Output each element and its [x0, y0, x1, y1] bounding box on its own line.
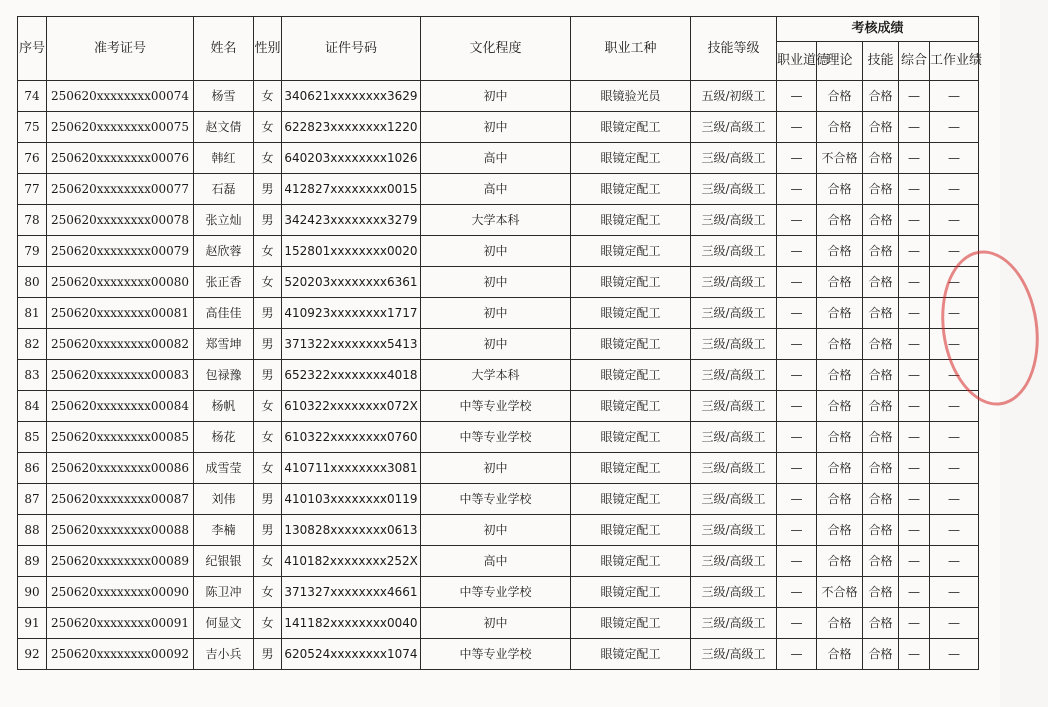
- cell-skill: 合格: [863, 112, 899, 143]
- cell-gender: 女: [254, 267, 282, 298]
- header-skill: 技能: [863, 42, 899, 81]
- cell-exam-id: 250620xxxxxxxx00091: [47, 608, 194, 639]
- cell-education: 初中: [421, 267, 571, 298]
- cell-work-performance: —: [930, 143, 979, 174]
- cell-skill-level: 三级/高级工: [691, 608, 777, 639]
- cell-id-number: 410711xxxxxxxx3081: [282, 453, 421, 484]
- cell-id-number: 610322xxxxxxxx0760: [282, 422, 421, 453]
- cell-id-number: 371327xxxxxxxx4661: [282, 577, 421, 608]
- cell-seq: 78: [18, 205, 47, 236]
- cell-skill-level: 三级/高级工: [691, 639, 777, 670]
- cell-id-number: 652322xxxxxxxx4018: [282, 360, 421, 391]
- cell-occupation: 眼镜验光员: [571, 81, 691, 112]
- cell-exam-id: 250620xxxxxxxx00090: [47, 577, 194, 608]
- cell-education: 初中: [421, 329, 571, 360]
- cell-occupation: 眼镜定配工: [571, 112, 691, 143]
- cell-skill: 合格: [863, 608, 899, 639]
- table-row: [18, 174, 979, 205]
- cell-ethics: —: [777, 608, 817, 639]
- cell-comprehensive: —: [899, 515, 930, 546]
- cell-occupation: 眼镜定配工: [571, 484, 691, 515]
- cell-comprehensive: —: [899, 608, 930, 639]
- cell-education: 大学本科: [421, 360, 571, 391]
- cell-work-performance: —: [930, 174, 979, 205]
- cell-comprehensive: —: [899, 422, 930, 453]
- header-work-performance: 工作业绩: [930, 42, 979, 81]
- cell-skill-level: 五级/初级工: [691, 81, 777, 112]
- cell-skill: 合格: [863, 236, 899, 267]
- cell-exam-id: 250620xxxxxxxx00085: [47, 422, 194, 453]
- cell-theory: 合格: [817, 422, 863, 453]
- cell-education: 高中: [421, 546, 571, 577]
- cell-education: 初中: [421, 236, 571, 267]
- cell-seq: 84: [18, 391, 47, 422]
- cell-occupation: 眼镜定配工: [571, 608, 691, 639]
- header-exam-id: 准考证号: [47, 17, 194, 81]
- cell-comprehensive: —: [899, 484, 930, 515]
- cell-skill-level: 三级/高级工: [691, 360, 777, 391]
- cell-seq: 81: [18, 298, 47, 329]
- cell-seq: 89: [18, 546, 47, 577]
- cell-comprehensive: —: [899, 391, 930, 422]
- cell-education: 中等专业学校: [421, 484, 571, 515]
- cell-skill-level: 三级/高级工: [691, 422, 777, 453]
- table-row: [18, 143, 979, 174]
- header-occupation: 职业工种: [571, 17, 691, 81]
- cell-work-performance: —: [930, 422, 979, 453]
- cell-skill: 合格: [863, 515, 899, 546]
- cell-occupation: 眼镜定配工: [571, 298, 691, 329]
- cell-theory: 合格: [817, 639, 863, 670]
- cell-occupation: 眼镜定配工: [571, 577, 691, 608]
- cell-id-number: 141182xxxxxxxx0040: [282, 608, 421, 639]
- cell-comprehensive: —: [899, 236, 930, 267]
- cell-id-number: 342423xxxxxxxx3279: [282, 205, 421, 236]
- cell-work-performance: —: [930, 298, 979, 329]
- cell-comprehensive: —: [899, 143, 930, 174]
- cell-comprehensive: —: [899, 453, 930, 484]
- cell-ethics: —: [777, 329, 817, 360]
- cell-id-number: 340621xxxxxxxx3629: [282, 81, 421, 112]
- cell-theory: 合格: [817, 236, 863, 267]
- cell-name: 杨雪: [194, 81, 254, 112]
- cell-ethics: —: [777, 515, 817, 546]
- cell-ethics: —: [777, 174, 817, 205]
- cell-skill-level: 三级/高级工: [691, 205, 777, 236]
- cell-seq: 83: [18, 360, 47, 391]
- cell-id-number: 610322xxxxxxxx072X: [282, 391, 421, 422]
- cell-id-number: 152801xxxxxxxx0020: [282, 236, 421, 267]
- cell-skill: 合格: [863, 329, 899, 360]
- cell-exam-id: 250620xxxxxxxx00082: [47, 329, 194, 360]
- cell-education: 大学本科: [421, 205, 571, 236]
- cell-name: 陈卫冲: [194, 577, 254, 608]
- header-comprehensive: 综合: [899, 42, 930, 81]
- cell-exam-id: 250620xxxxxxxx00074: [47, 81, 194, 112]
- cell-seq: 86: [18, 453, 47, 484]
- cell-name: 成雪莹: [194, 453, 254, 484]
- cell-theory: 合格: [817, 515, 863, 546]
- cell-name: 石磊: [194, 174, 254, 205]
- table-row: [18, 546, 979, 577]
- cell-occupation: 眼镜定配工: [571, 639, 691, 670]
- cell-education: 高中: [421, 143, 571, 174]
- cell-gender: 男: [254, 515, 282, 546]
- cell-ethics: —: [777, 577, 817, 608]
- cell-ethics: —: [777, 546, 817, 577]
- header-gender: 性别: [254, 17, 282, 81]
- cell-occupation: 眼镜定配工: [571, 422, 691, 453]
- cell-education: 中等专业学校: [421, 422, 571, 453]
- cell-education: 初中: [421, 81, 571, 112]
- table-row: [18, 608, 979, 639]
- cell-skill: 合格: [863, 639, 899, 670]
- cell-ethics: —: [777, 639, 817, 670]
- header-theory: 理论: [817, 42, 863, 81]
- cell-name: 郑雪坤: [194, 329, 254, 360]
- cell-id-number: 410923xxxxxxxx1717: [282, 298, 421, 329]
- table-row: [18, 205, 979, 236]
- cell-seq: 87: [18, 484, 47, 515]
- table-row: [18, 298, 979, 329]
- cell-occupation: 眼镜定配工: [571, 546, 691, 577]
- cell-skill: 合格: [863, 205, 899, 236]
- cell-name: 李楠: [194, 515, 254, 546]
- table-row: [18, 329, 979, 360]
- cell-skill: 合格: [863, 453, 899, 484]
- cell-name: 吉小兵: [194, 639, 254, 670]
- cell-skill: 合格: [863, 546, 899, 577]
- cell-exam-id: 250620xxxxxxxx00076: [47, 143, 194, 174]
- cell-education: 初中: [421, 515, 571, 546]
- cell-name: 杨花: [194, 422, 254, 453]
- cell-theory: 合格: [817, 360, 863, 391]
- cell-skill-level: 三级/高级工: [691, 515, 777, 546]
- cell-occupation: 眼镜定配工: [571, 143, 691, 174]
- cell-work-performance: —: [930, 267, 979, 298]
- cell-comprehensive: —: [899, 174, 930, 205]
- cell-exam-id: 250620xxxxxxxx00075: [47, 112, 194, 143]
- cell-comprehensive: —: [899, 81, 930, 112]
- cell-exam-id: 250620xxxxxxxx00089: [47, 546, 194, 577]
- cell-id-number: 622823xxxxxxxx1220: [282, 112, 421, 143]
- cell-gender: 女: [254, 608, 282, 639]
- cell-seq: 80: [18, 267, 47, 298]
- cell-theory: 合格: [817, 453, 863, 484]
- cell-theory: 合格: [817, 298, 863, 329]
- cell-work-performance: —: [930, 639, 979, 670]
- cell-ethics: —: [777, 236, 817, 267]
- cell-gender: 女: [254, 453, 282, 484]
- cell-seq: 76: [18, 143, 47, 174]
- cell-gender: 女: [254, 546, 282, 577]
- cell-theory: 不合格: [817, 143, 863, 174]
- cell-id-number: 410182xxxxxxxx252X: [282, 546, 421, 577]
- cell-name: 韩红: [194, 143, 254, 174]
- cell-skill-level: 三级/高级工: [691, 174, 777, 205]
- table-row: [18, 112, 979, 143]
- cell-theory: 合格: [817, 329, 863, 360]
- cell-work-performance: —: [930, 577, 979, 608]
- cell-name: 何显文: [194, 608, 254, 639]
- cell-skill-level: 三级/高级工: [691, 298, 777, 329]
- cell-skill-level: 三级/高级工: [691, 453, 777, 484]
- cell-name: 张正香: [194, 267, 254, 298]
- cell-seq: 91: [18, 608, 47, 639]
- cell-seq: 88: [18, 515, 47, 546]
- cell-skill-level: 三级/高级工: [691, 267, 777, 298]
- cell-theory: 不合格: [817, 577, 863, 608]
- cell-work-performance: —: [930, 236, 979, 267]
- cell-education: 高中: [421, 174, 571, 205]
- cell-gender: 男: [254, 484, 282, 515]
- cell-occupation: 眼镜定配工: [571, 391, 691, 422]
- cell-occupation: 眼镜定配工: [571, 329, 691, 360]
- cell-exam-id: 250620xxxxxxxx00083: [47, 360, 194, 391]
- cell-education: 中等专业学校: [421, 391, 571, 422]
- cell-id-number: 640203xxxxxxxx1026: [282, 143, 421, 174]
- cell-comprehensive: —: [899, 298, 930, 329]
- results-table: [17, 16, 983, 670]
- header-seq: 序号: [18, 17, 47, 81]
- cell-gender: 女: [254, 236, 282, 267]
- table-row: [18, 515, 979, 546]
- cell-skill-level: 三级/高级工: [691, 143, 777, 174]
- cell-exam-id: 250620xxxxxxxx00081: [47, 298, 194, 329]
- cell-skill: 合格: [863, 267, 899, 298]
- table-row: [18, 236, 979, 267]
- cell-gender: 女: [254, 422, 282, 453]
- cell-skill-level: 三级/高级工: [691, 236, 777, 267]
- cell-comprehensive: —: [899, 546, 930, 577]
- cell-seq: 77: [18, 174, 47, 205]
- cell-seq: 74: [18, 81, 47, 112]
- cell-exam-id: 250620xxxxxxxx00086: [47, 453, 194, 484]
- cell-theory: 合格: [817, 205, 863, 236]
- cell-comprehensive: —: [899, 112, 930, 143]
- cell-seq: 75: [18, 112, 47, 143]
- cell-theory: 合格: [817, 546, 863, 577]
- cell-ethics: —: [777, 81, 817, 112]
- cell-theory: 合格: [817, 81, 863, 112]
- cell-skill-level: 三级/高级工: [691, 577, 777, 608]
- cell-gender: 女: [254, 577, 282, 608]
- cell-work-performance: —: [930, 360, 979, 391]
- table-row: [18, 577, 979, 608]
- cell-occupation: 眼镜定配工: [571, 360, 691, 391]
- cell-work-performance: —: [930, 112, 979, 143]
- cell-name: 赵文倩: [194, 112, 254, 143]
- header-id-number: 证件号码: [282, 17, 421, 81]
- cell-theory: 合格: [817, 112, 863, 143]
- cell-comprehensive: —: [899, 267, 930, 298]
- cell-skill: 合格: [863, 81, 899, 112]
- cell-occupation: 眼镜定配工: [571, 453, 691, 484]
- cell-id-number: 412827xxxxxxxx0015: [282, 174, 421, 205]
- cell-ethics: —: [777, 422, 817, 453]
- cell-theory: 合格: [817, 608, 863, 639]
- cell-id-number: 371322xxxxxxxx5413: [282, 329, 421, 360]
- cell-theory: 合格: [817, 391, 863, 422]
- cell-gender: 男: [254, 298, 282, 329]
- cell-education: 中等专业学校: [421, 639, 571, 670]
- cell-ethics: —: [777, 360, 817, 391]
- cell-exam-id: 250620xxxxxxxx00088: [47, 515, 194, 546]
- cell-seq: 82: [18, 329, 47, 360]
- cell-work-performance: —: [930, 329, 979, 360]
- cell-seq: 79: [18, 236, 47, 267]
- cell-ethics: —: [777, 453, 817, 484]
- cell-work-performance: —: [930, 205, 979, 236]
- cell-gender: 男: [254, 360, 282, 391]
- cell-gender: 女: [254, 143, 282, 174]
- cell-gender: 男: [254, 329, 282, 360]
- cell-exam-id: 250620xxxxxxxx00087: [47, 484, 194, 515]
- cell-skill-level: 三级/高级工: [691, 546, 777, 577]
- cell-education: 中等专业学校: [421, 577, 571, 608]
- cell-comprehensive: —: [899, 577, 930, 608]
- cell-occupation: 眼镜定配工: [571, 236, 691, 267]
- cell-seq: 90: [18, 577, 47, 608]
- cell-education: 初中: [421, 298, 571, 329]
- cell-ethics: —: [777, 298, 817, 329]
- cell-name: 杨帆: [194, 391, 254, 422]
- cell-name: 刘伟: [194, 484, 254, 515]
- cell-occupation: 眼镜定配工: [571, 515, 691, 546]
- cell-skill-level: 三级/高级工: [691, 329, 777, 360]
- cell-exam-id: 250620xxxxxxxx00092: [47, 639, 194, 670]
- cell-ethics: —: [777, 484, 817, 515]
- cell-seq: 92: [18, 639, 47, 670]
- cell-occupation: 眼镜定配工: [571, 174, 691, 205]
- header-results: 考核成绩: [777, 17, 979, 42]
- cell-exam-id: 250620xxxxxxxx00077: [47, 174, 194, 205]
- table-row: [18, 453, 979, 484]
- cell-theory: 合格: [817, 174, 863, 205]
- cell-gender: 男: [254, 205, 282, 236]
- cell-exam-id: 250620xxxxxxxx00078: [47, 205, 194, 236]
- cell-id-number: 520203xxxxxxxx6361: [282, 267, 421, 298]
- cell-skill: 合格: [863, 360, 899, 391]
- cell-gender: 男: [254, 639, 282, 670]
- cell-comprehensive: —: [899, 329, 930, 360]
- cell-skill-level: 三级/高级工: [691, 112, 777, 143]
- cell-skill: 合格: [863, 577, 899, 608]
- cell-theory: 合格: [817, 484, 863, 515]
- header-skill-level: 技能等级: [691, 17, 777, 81]
- table-row: [18, 391, 979, 422]
- cell-ethics: —: [777, 112, 817, 143]
- cell-theory: 合格: [817, 267, 863, 298]
- cell-name: 包禄豫: [194, 360, 254, 391]
- cell-skill: 合格: [863, 298, 899, 329]
- cell-work-performance: —: [930, 453, 979, 484]
- cell-gender: 男: [254, 174, 282, 205]
- cell-gender: 女: [254, 81, 282, 112]
- cell-education: 初中: [421, 453, 571, 484]
- cell-id-number: 620524xxxxxxxx1074: [282, 639, 421, 670]
- cell-exam-id: 250620xxxxxxxx00079: [47, 236, 194, 267]
- cell-occupation: 眼镜定配工: [571, 267, 691, 298]
- cell-comprehensive: —: [899, 205, 930, 236]
- cell-education: 初中: [421, 608, 571, 639]
- cell-skill-level: 三级/高级工: [691, 391, 777, 422]
- cell-work-performance: —: [930, 546, 979, 577]
- cell-skill: 合格: [863, 391, 899, 422]
- table-body: [18, 81, 979, 670]
- table-row: [18, 639, 979, 670]
- cell-name: 张立灿: [194, 205, 254, 236]
- cell-gender: 女: [254, 112, 282, 143]
- cell-ethics: —: [777, 205, 817, 236]
- cell-work-performance: —: [930, 81, 979, 112]
- table-row: [18, 267, 979, 298]
- cell-skill: 合格: [863, 484, 899, 515]
- cell-name: 高佳佳: [194, 298, 254, 329]
- cell-skill-level: 三级/高级工: [691, 484, 777, 515]
- table-row: [18, 484, 979, 515]
- cell-name: 纪银银: [194, 546, 254, 577]
- cell-comprehensive: —: [899, 639, 930, 670]
- header-ethics: 职业道德: [777, 42, 817, 81]
- cell-education: 初中: [421, 112, 571, 143]
- cell-exam-id: 250620xxxxxxxx00080: [47, 267, 194, 298]
- cell-work-performance: —: [930, 391, 979, 422]
- table-row: [18, 360, 979, 391]
- table-row: [18, 81, 979, 112]
- cell-ethics: —: [777, 143, 817, 174]
- cell-work-performance: —: [930, 608, 979, 639]
- cell-work-performance: —: [930, 515, 979, 546]
- cell-ethics: —: [777, 391, 817, 422]
- cell-work-performance: —: [930, 484, 979, 515]
- cell-skill: 合格: [863, 143, 899, 174]
- cell-id-number: 130828xxxxxxxx0613: [282, 515, 421, 546]
- cell-name: 赵欣蓉: [194, 236, 254, 267]
- cell-gender: 女: [254, 391, 282, 422]
- table-row: [18, 422, 979, 453]
- cell-ethics: —: [777, 267, 817, 298]
- header-education: 文化程度: [421, 17, 571, 81]
- cell-seq: 85: [18, 422, 47, 453]
- cell-exam-id: 250620xxxxxxxx00084: [47, 391, 194, 422]
- cell-skill: 合格: [863, 422, 899, 453]
- header-name: 姓名: [194, 17, 254, 81]
- cell-comprehensive: —: [899, 360, 930, 391]
- cell-occupation: 眼镜定配工: [571, 205, 691, 236]
- cell-skill: 合格: [863, 174, 899, 205]
- cell-id-number: 410103xxxxxxxx0119: [282, 484, 421, 515]
